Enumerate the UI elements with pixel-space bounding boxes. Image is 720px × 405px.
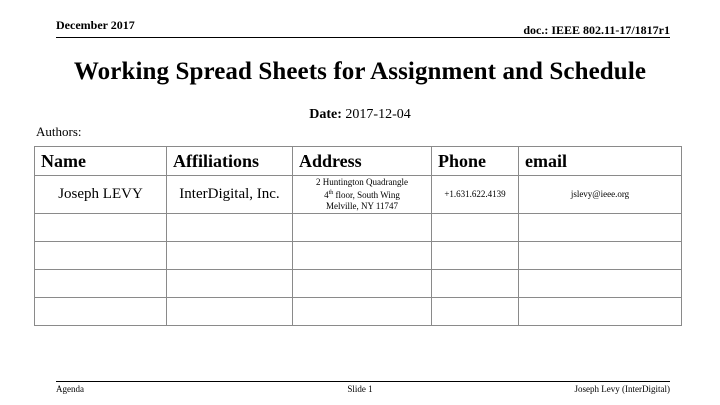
- empty-cell: [167, 298, 293, 326]
- empty-cell: [167, 214, 293, 242]
- empty-cell: [293, 298, 432, 326]
- empty-cell: [432, 242, 519, 270]
- column-header-email: email: [519, 147, 682, 176]
- column-header-name: Name: [35, 147, 167, 176]
- footer-right: Joseph Levy (InterDigital): [574, 384, 670, 394]
- empty-cell: [35, 242, 167, 270]
- address-floor-rest: floor, South Wing: [333, 190, 400, 200]
- author-email-cell: jslevy@ieee.org: [519, 176, 682, 214]
- address-line-2: [293, 188, 431, 201]
- author-name-cell: Joseph LEVY: [35, 176, 167, 214]
- table-row: [35, 214, 682, 242]
- table-header-row: [35, 147, 682, 176]
- slide-title: Working Spread Sheets for Assignment and Schedule: [73, 58, 647, 85]
- header-doc-id: doc.: IEEE 802.11-17/1817r1: [523, 23, 670, 37]
- empty-cell: [293, 214, 432, 242]
- empty-cell: [167, 270, 293, 298]
- header-date: December 2017: [56, 18, 135, 32]
- date-line: [0, 107, 720, 123]
- empty-cell: [432, 214, 519, 242]
- empty-cell: [35, 270, 167, 298]
- empty-cell: [35, 298, 167, 326]
- footer-left: Agenda: [56, 384, 84, 394]
- empty-cell: [519, 242, 682, 270]
- empty-cell: [432, 270, 519, 298]
- empty-cell: [35, 214, 167, 242]
- header-divider: [56, 37, 670, 38]
- address-line-3: Melville, NY 11747: [325, 201, 399, 211]
- table-row: [35, 270, 682, 298]
- empty-cell: [167, 242, 293, 270]
- empty-cell: [519, 270, 682, 298]
- author-phone-cell: +1.631.622.4139: [432, 176, 519, 214]
- address-floor-suffix: th: [328, 190, 334, 196]
- authors-label: Authors:: [36, 124, 82, 139]
- date-value: 2017-12-04: [345, 107, 411, 122]
- footer-divider: [56, 381, 670, 382]
- table-row: [35, 176, 682, 214]
- author-affiliation-cell: InterDigital, Inc.: [167, 176, 293, 214]
- authors-table: [34, 146, 682, 326]
- date-label: Date:: [309, 107, 342, 122]
- empty-cell: [293, 270, 432, 298]
- empty-cell: [293, 242, 432, 270]
- author-address-cell: [293, 176, 432, 214]
- column-header-phone: Phone: [432, 147, 519, 176]
- table-row: [35, 298, 682, 326]
- empty-cell: [432, 298, 519, 326]
- column-header-address: Address: [293, 147, 432, 176]
- address-floor-number: 4: [324, 190, 329, 200]
- footer-slide-number: Slide 1: [347, 384, 373, 394]
- empty-cell: [519, 298, 682, 326]
- table-row: [35, 242, 682, 270]
- address-line-1: 2 Huntington Quadrangle: [316, 177, 408, 187]
- empty-cell: [519, 214, 682, 242]
- column-header-affiliations: Affiliations: [167, 147, 293, 176]
